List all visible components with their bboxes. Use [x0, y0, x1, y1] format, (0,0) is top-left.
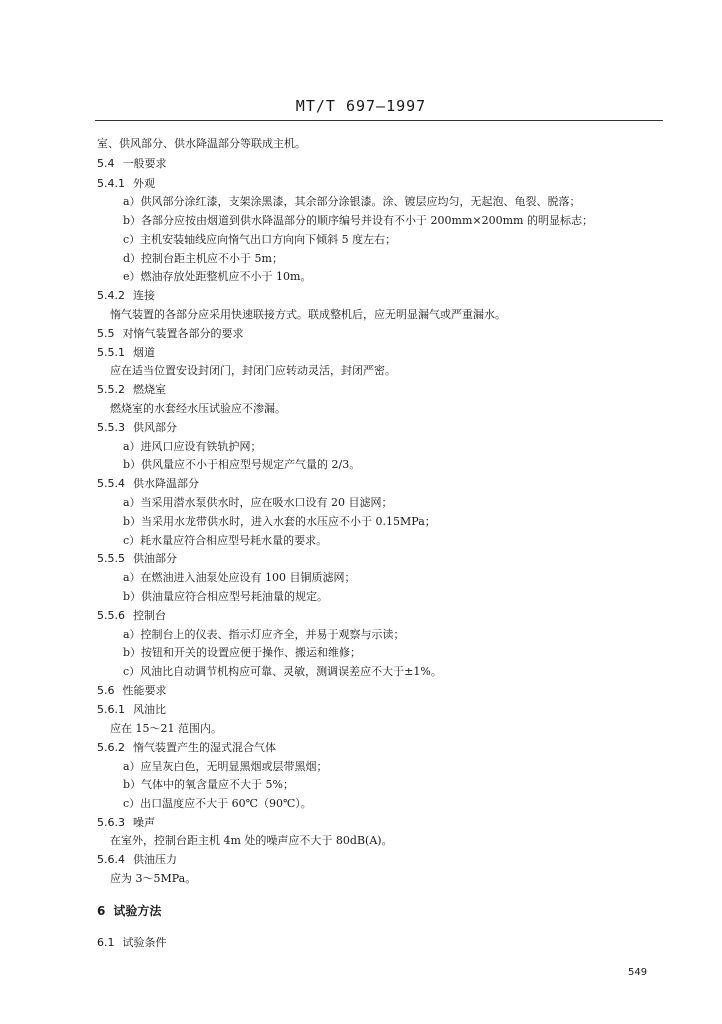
- section-heading: [97, 157, 167, 171]
- body-text-line: 应在 15～21 范围内。: [110, 722, 222, 735]
- page-number: 549: [628, 967, 648, 978]
- body-text-line: a）进风口应设有铁轨护网；: [123, 440, 262, 453]
- body-text-line: a）控制台上的仪表、指示灯应齐全，并易于观察与示读；: [123, 628, 405, 641]
- section-title: 供水降温部分: [133, 477, 199, 490]
- section-number: 5.4.2: [97, 289, 125, 302]
- section-number: 6: [97, 904, 106, 918]
- section-title: 烟道: [133, 346, 155, 359]
- body-text-line: d）控制台距主机应不小于 5m；: [123, 252, 283, 265]
- section-heading: [97, 421, 177, 435]
- section-title: 供油部分: [133, 552, 177, 565]
- section-heading: [97, 289, 155, 303]
- section-heading: [97, 853, 177, 867]
- section-number: 5.6.3: [97, 816, 125, 829]
- section-heading: [97, 609, 166, 623]
- section-title: 性能要求: [122, 684, 167, 697]
- section-heading: [97, 816, 155, 830]
- section-title: 对惰气装置各部分的要求: [122, 327, 244, 340]
- section-title: 外观: [133, 177, 155, 190]
- section-number: 5.5.3: [97, 421, 125, 434]
- section-title: 噪声: [133, 816, 155, 829]
- section-heading: [97, 684, 167, 698]
- body-text-line: 室、供风部分、供水降温部分等联成主机。: [97, 137, 306, 150]
- section-title: 试验方法: [113, 904, 162, 918]
- section-title: 惰气装置产生的湿式混合气体: [133, 741, 276, 754]
- body-text-line: b）当采用水龙带供水时，进入水套的水压应不小于 0.15MPa；: [123, 515, 436, 528]
- body-text-line: a）供风部分涂红漆，支架涂黑漆，其余部分涂银漆。涂、镀层应均匀，无起泡、龟裂、脱落；: [123, 195, 581, 208]
- chapter-heading: [97, 904, 161, 918]
- body-text-line: c）出口温度应不大于 60℃（90℃）。: [123, 797, 312, 810]
- section-number: 5.4: [97, 157, 115, 170]
- section-title: 供风部分: [133, 421, 177, 434]
- body-text-line: b）按钮和开关的设置应便于操作、搬运和维修；: [123, 646, 362, 659]
- section-heading: [97, 936, 167, 950]
- section-title: 供油压力: [133, 853, 177, 866]
- section-heading: [97, 552, 177, 566]
- body-text-line: 惰气装置的各部分应采用快速联接方式。联成整机后，应无明显漏气或严重漏水。: [110, 308, 506, 321]
- body-text-line: c）风油比自动调节机构应可靠、灵敏，测调误差应不大于±1%。: [123, 665, 442, 678]
- body-text-line: a）应呈灰白色，无明显黑烟或层带黑烟；: [123, 760, 328, 773]
- body-text-line: a）当采用潜水泵供水时，应在吸水口设有 20 目滤网；: [123, 496, 393, 509]
- section-title: 一般要求: [122, 157, 167, 170]
- section-number: 5.4.1: [97, 177, 125, 190]
- section-heading: [97, 383, 166, 397]
- header-divider: [95, 120, 663, 121]
- section-title: 风油比: [133, 703, 166, 716]
- body-text-line: 燃烧室的水套经水压试验应不渗漏。: [110, 402, 286, 415]
- body-text-line: b）供油量应符合相应型号耗油量的规定。: [123, 590, 329, 603]
- section-number: 5.6.1: [97, 703, 125, 716]
- section-heading: [97, 741, 276, 755]
- body-text-line: 应在适当位置安设封闭门，封闭门应转动灵活，封闭严密。: [110, 364, 396, 377]
- body-text-line: c）主机安装轴线应向惰气出口方向向下倾斜 5 度左右；: [123, 233, 397, 246]
- body-text-line: a）在燃油进入油泵处应设有 100 目铜质滤网；: [123, 571, 356, 584]
- section-number: 5.5.5: [97, 552, 125, 565]
- body-text-line: b）各部分应按由烟道到供水降温部分的顺序编号并设有不小于 200mm×200mm 的明显标志；: [123, 214, 593, 227]
- section-heading: [97, 327, 244, 341]
- section-number: 5.5.2: [97, 383, 125, 396]
- body-text-line: b）供风量应不小于相应型号规定产气量的 2/3。: [123, 458, 361, 471]
- section-heading: [97, 477, 199, 491]
- section-heading: [97, 703, 166, 717]
- section-number: 5.5: [97, 327, 115, 340]
- section-title: 控制台: [133, 609, 166, 622]
- body-text-line: b）气体中的氧含量应不大于 5%；: [123, 778, 294, 791]
- body-text-line: 在室外，控制台距主机 4m 处的噪声应不大于 80dB(A)。: [110, 834, 393, 847]
- section-title: 试验条件: [122, 936, 167, 949]
- body-text-line: 应为 3～5MPa。: [110, 872, 197, 885]
- section-heading: [97, 177, 155, 191]
- section-number: 5.6.2: [97, 741, 125, 754]
- section-number: 6.1: [97, 936, 115, 949]
- section-heading: [97, 346, 155, 360]
- section-title: 连接: [133, 289, 155, 302]
- body-text-line: c）耗水量应符合相应型号耗水量的要求。: [123, 534, 328, 547]
- section-title: 燃烧室: [133, 383, 166, 396]
- section-number: 5.5.6: [97, 609, 125, 622]
- section-number: 5.5.1: [97, 346, 125, 359]
- body-text-line: e）燃油存放处距整机应不小于 10m。: [123, 270, 312, 283]
- standard-code-header: MT/T 697—1997: [295, 97, 427, 115]
- section-number: 5.6.4: [97, 853, 125, 866]
- section-number: 5.5.4: [97, 477, 125, 490]
- section-number: 5.6: [97, 684, 115, 697]
